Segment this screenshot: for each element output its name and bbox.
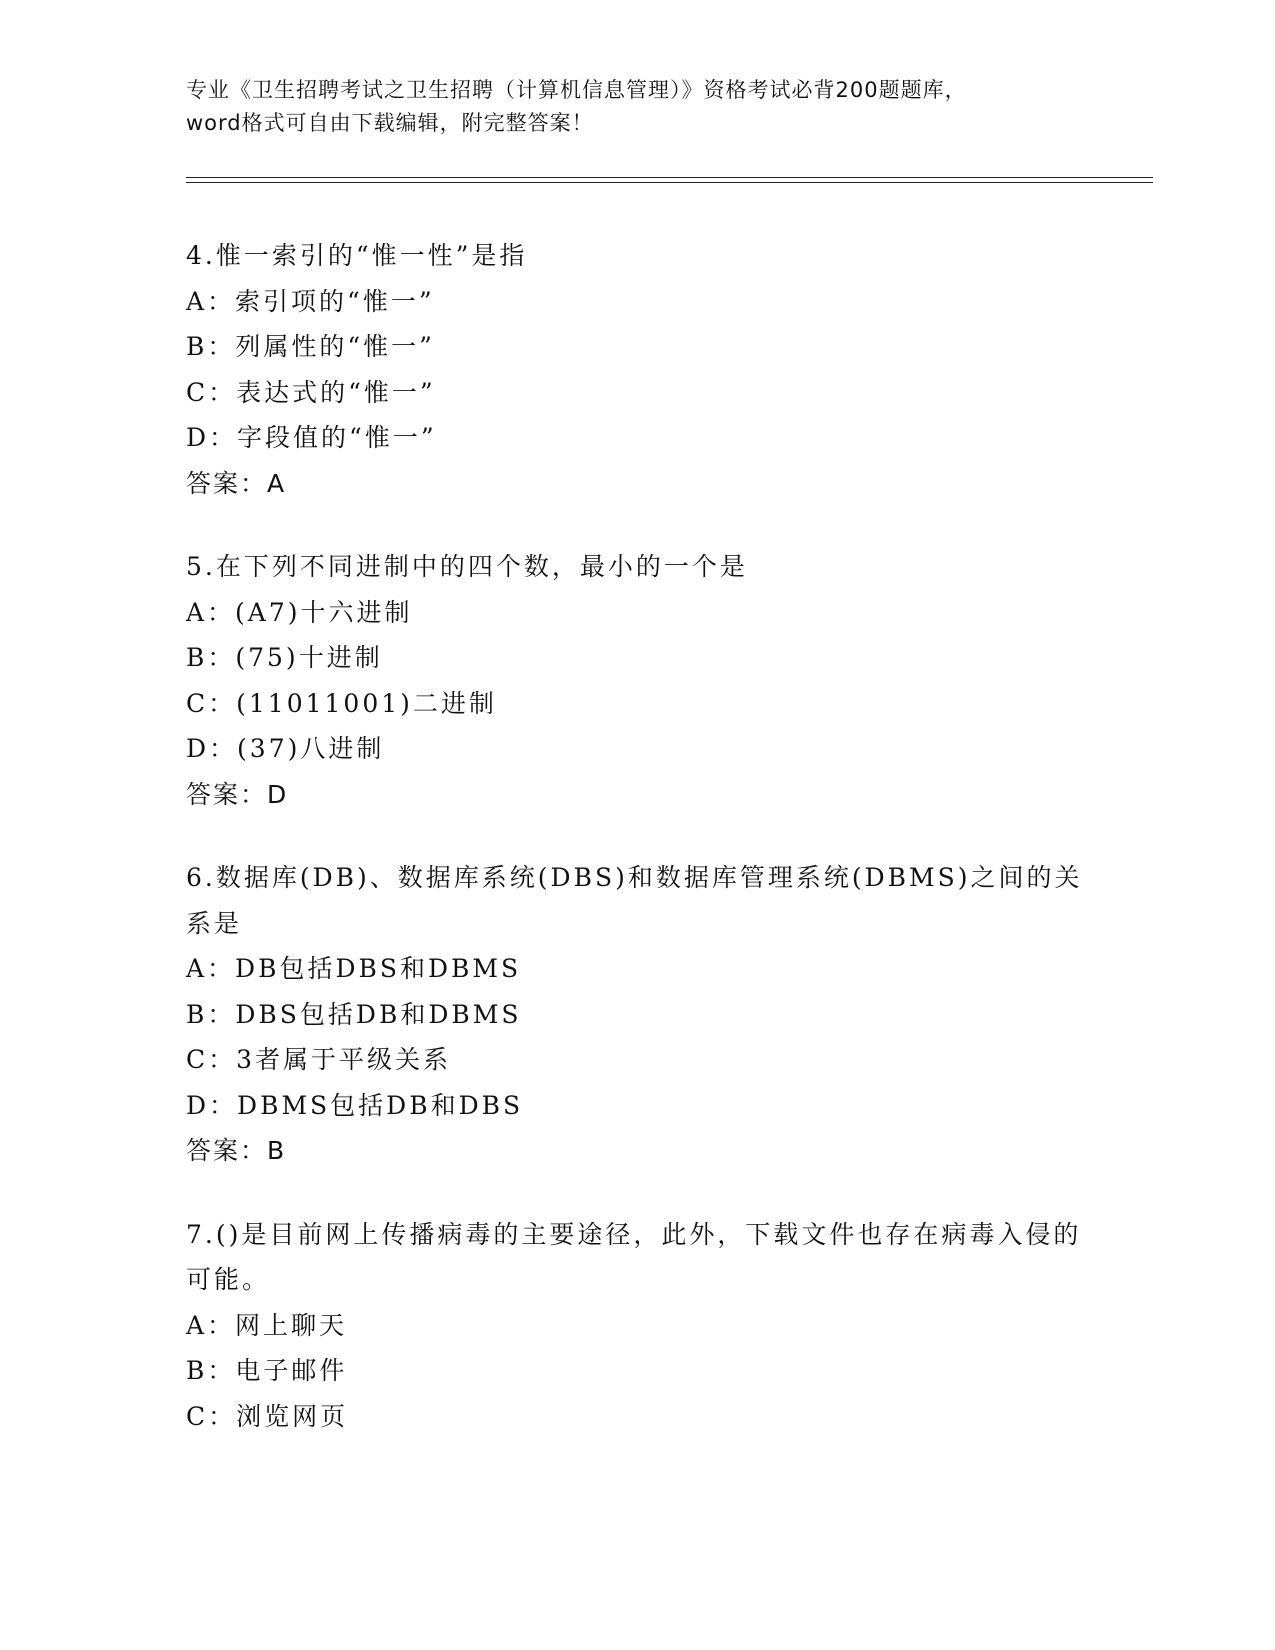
option-c: C：(11011001)二进制 [186, 688, 497, 718]
option-c: C：3者属于平级关系 [186, 1045, 452, 1074]
document-header [186, 74, 1086, 140]
question-stem: 4.惟一索引的“惟一性”是指 [186, 241, 528, 270]
question-6 [186, 855, 1086, 1174]
header-line-2: word格式可自由下载编辑，附完整答案！ [186, 111, 594, 135]
option-d: D：DBMS包括DB和DBS [186, 1090, 524, 1120]
answer: 答案：D [186, 779, 289, 809]
option-d: D：字段值的“惟一” [186, 423, 437, 452]
option-b: B：电子邮件 [186, 1356, 348, 1385]
option-a: A：DB包括DBS和DBMS [186, 954, 522, 983]
option-b: B：(75)十进制 [186, 643, 383, 672]
option-d: D：(37)八进制 [186, 734, 385, 763]
question-7 [186, 1212, 1086, 1440]
header-line-1: 专业《卫生招聘考试之卫生招聘（计算机信息管理）》资格考试必背200题题库， [186, 78, 967, 102]
option-a: A：网上聊天 [186, 1310, 348, 1340]
answer: 答案：B [186, 1136, 287, 1165]
option-a: A：索引项的“惟一” [186, 286, 435, 316]
option-c: C：表达式的“惟一” [186, 377, 436, 407]
header-divider [186, 177, 1153, 183]
question-stem: 6.数据库(DB)、数据库系统(DBS)和数据库管理系统(DBMS)之间的关系是 [186, 863, 1083, 938]
question-4 [186, 233, 1086, 506]
question-stem: 5.在下列不同进制中的四个数，最小的一个是 [186, 552, 748, 581]
option-c: C：浏览网页 [186, 1401, 349, 1431]
question-list [186, 233, 1086, 1477]
option-b: B：列属性的“惟一” [186, 332, 435, 361]
option-a: A：(A7)十六进制 [186, 597, 413, 627]
option-b: B：DBS包括DB和DBMS [186, 999, 522, 1029]
question-stem: 7.()是目前网上传播病毒的主要途径，此外，下载文件也存在病毒入侵的可能。 [186, 1219, 1082, 1294]
question-5 [186, 544, 1086, 817]
answer: 答案：A [186, 468, 287, 498]
